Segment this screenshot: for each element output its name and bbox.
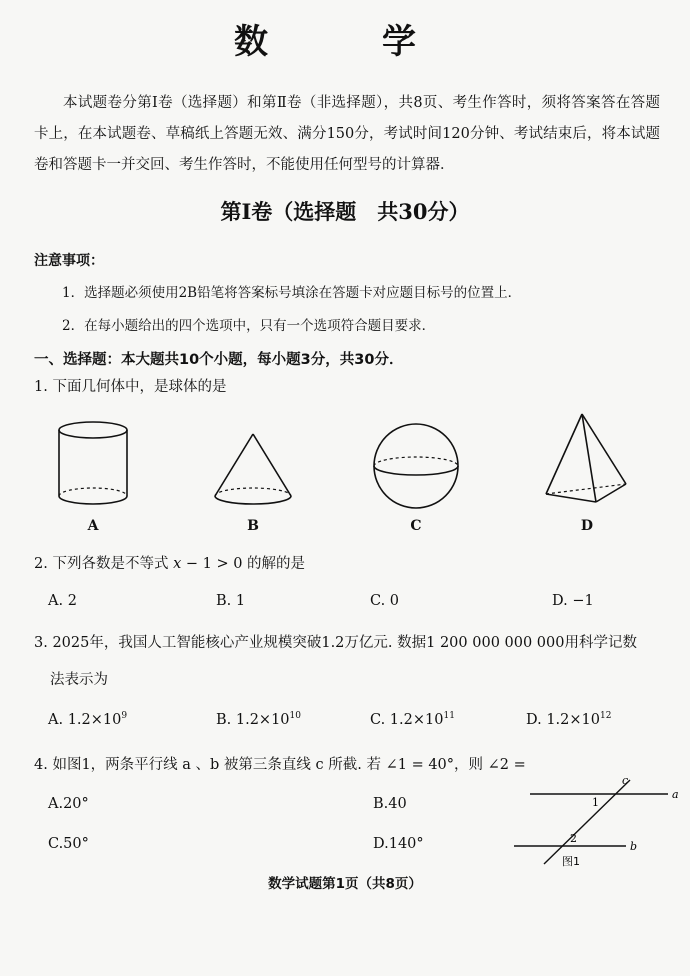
label-c: c (622, 774, 629, 787)
question-4-option-c[interactable]: C.50° (48, 836, 89, 852)
question-3-option-a[interactable] (48, 711, 127, 728)
question-2-stem (34, 552, 305, 573)
figure-caption: 图1 (562, 855, 580, 868)
question-2-variable: x (173, 556, 182, 572)
question-3-option-a-exp: 9 (121, 711, 128, 721)
question-2-option-b[interactable]: B. 1 (216, 593, 246, 609)
note-item-1: 1．选择题必须使用2B铅笔将答案标号填涂在答题卡对应题目标号的位置上． (62, 285, 522, 301)
intro-paragraph: 本试题卷分第Ⅰ卷（选择题）和第Ⅱ卷（非选择题），共8页、考生作答时，须将答案答在答题卡上，在本试题卷、草稿纸上答题无效、满分150分，考试时间120分钟、考试结束后，将本试题卷和答题卡一并交回、考生作答时，不能使用任何型号的计算器． (34, 95, 660, 173)
angle-2-label: 2 (570, 832, 577, 845)
question-3-option-b[interactable] (216, 711, 301, 728)
part-heading: 一、选择题：本大题共10个小题，每小题3分，共30分． (34, 352, 404, 368)
question-3-option-d-label: D. 1.2×10 (526, 711, 600, 728)
notes-label: 注意事项： (34, 253, 104, 269)
page-title: 数 学 (234, 22, 456, 62)
page-footer: 数学试题第1页（共8页） (268, 876, 422, 892)
section-title: 第Ⅰ卷（选择题 共30分） (220, 199, 470, 224)
question-3-option-b-exp: 10 (289, 711, 301, 721)
question-1-stem: 1. 下面几何体中，是球体的是 (34, 379, 227, 395)
line-c (544, 780, 630, 864)
question-3-option-d-exp: 12 (600, 711, 612, 721)
question-4-stem: 4. 如图1，两条平行线 a 、b 被第三条直线 c 所截. 若 ∠1 = 40°，则 ∠2 = (34, 757, 526, 773)
question-2-option-d[interactable]: D. −1 (552, 593, 594, 609)
question-3-option-a-label: A. 1.2×10 (48, 711, 122, 728)
question-3-option-c-exp: 11 (443, 711, 455, 721)
question-2-option-a[interactable]: A. 2 (48, 593, 77, 609)
parallel-lines-figure (508, 772, 684, 868)
question-2-stem-suffix: − 1 > 0 的解的是 (181, 556, 306, 572)
option-label-a[interactable]: A (87, 518, 99, 534)
question-3-option-d[interactable] (526, 711, 611, 728)
question-4-option-b[interactable]: B.40 (373, 796, 407, 812)
label-b: b (630, 840, 638, 853)
pyramid-figure (540, 410, 632, 508)
cone-figure (210, 430, 296, 510)
option-label-c[interactable]: C (410, 518, 422, 534)
cylinder-figure (52, 418, 134, 512)
question-4-option-d[interactable]: D.140° (373, 836, 424, 852)
option-label-d[interactable]: D (580, 518, 594, 534)
question-2-stem-prefix: 2. 下列各数是不等式 (34, 556, 174, 572)
angle-1-label: 1 (592, 796, 599, 809)
question-4-option-a[interactable]: A.20° (48, 796, 89, 812)
sphere-figure (368, 420, 464, 512)
question-3-option-c-label: C. 1.2×10 (370, 711, 444, 728)
question-3-stem-line2: 法表示为 (50, 672, 108, 688)
label-a: a (672, 788, 679, 801)
question-2-option-c[interactable]: C. 0 (370, 593, 400, 609)
option-label-b[interactable]: B (247, 518, 259, 534)
question-3-stem-line1: 3. 2025年，我国人工智能核心产业规模突破1.2万亿元. 数据1 200 000 000 000用科学记数 (34, 635, 637, 651)
question-3-option-b-label: B. 1.2×10 (216, 711, 290, 728)
question-3-option-c[interactable] (370, 711, 455, 728)
note-item-2: 2．在每小题给出的四个选项中，只有一个选项符合题目要求． (62, 318, 436, 334)
